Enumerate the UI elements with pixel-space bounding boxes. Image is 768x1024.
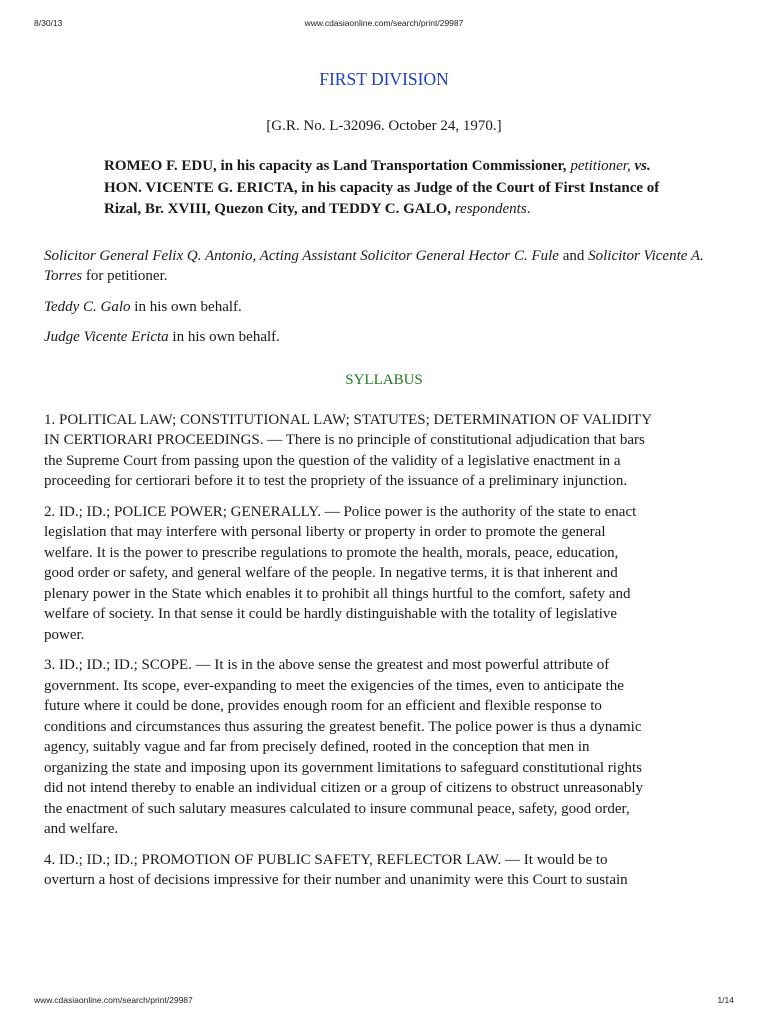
petitioner-role: petitioner, xyxy=(570,158,631,174)
case-number: [G.R. No. L-32096. October 24, 1970.] xyxy=(266,118,502,134)
counsel-name: Solicitor General Felix Q. Antonio, Acting Assistant Solicitor General Hector C. Fule xyxy=(44,247,559,264)
respondent-name: HON. VICENTE G. ERICTA, in his capacity as Judge of the Court of First Instance of Rizal, Br. XVIII, Quezon City, and TEDDY C. GALO, xyxy=(104,179,660,218)
counsel-name: Judge Vicente Ericta xyxy=(44,329,169,346)
versus: vs. xyxy=(634,158,651,174)
syllabus-item-3: 3. ID.; ID.; ID.; SCOPE. — It is in the above sense the greatest and most powerful attribute of government. Its scope, ever-expanding to meet the exigencies of the times, even to anticipate the future where it could be done, provides enough room for an efficient and flexible response to conditions and circumstances thus assuring the greatest benefit. The police power is thus a dynamic agency, suitably vague and far from precisely defined, rooted in the conception that men in organizing the state and imposing upon its government limitations to safeguard constitutional rights did not intend thereby to enable an individual citizen or a group of citizens to obstruct unreasonably the enactment of such salutary measures calculated to insure communal peace, safety, good order, and welfare. xyxy=(44,657,643,838)
counsel-name-2: Solicitor Vicente A. Torres xyxy=(44,247,704,285)
syllabus-item-1: 1. POLITICAL LAW; CONSTITUTIONAL LAW; STATUTES; DETERMINATION OF VALIDITY IN CERTIORARI PROCEEDINGS. — There is no principle of constitutional adjudication that bars the Supreme Court from passing upon the question of the validity of a legislative enactment in a proceeding for certiorari before it to test the propriety of the issuance of a preliminary injunction. xyxy=(44,411,653,490)
counsel-petitioner xyxy=(44,246,724,287)
petitioner-name: ROMEO F. EDU, in his capacity as Land Transportation Commissioner, xyxy=(104,158,567,174)
print-header-url: www.cdasiaonline.com/search/print/29987 xyxy=(304,18,464,28)
parties-end: . xyxy=(526,201,531,218)
syllabus-heading: SYLLABUS xyxy=(345,371,423,388)
document-body xyxy=(44,66,724,891)
page-number: 1/14 xyxy=(717,995,734,1005)
counsel-name: Teddy C. Galo xyxy=(44,298,131,315)
respondent-role: respondents xyxy=(454,201,527,218)
counsel-suffix: in his own behalf. xyxy=(130,298,242,315)
print-date: 8/30/13 xyxy=(34,18,63,28)
counsel-joiner: and xyxy=(558,247,589,264)
syllabus-item-4: 4. ID.; ID.; ID.; PROMOTION OF PUBLIC SAFETY, REFLECTOR LAW. — It would be to overturn a host of decisions impressive for their number and unanimity were this Court to sustain xyxy=(44,851,628,889)
counsel-suffix: in his own behalf. xyxy=(168,329,280,346)
counsel-respondent-galo xyxy=(44,297,724,318)
print-footer-url: www.cdasiaonline.com/search/print/29987 xyxy=(34,995,193,1005)
division-heading: FIRST DIVISION xyxy=(319,69,449,89)
counsel-respondent-ericta xyxy=(44,327,724,348)
counsel-suffix: for petitioner. xyxy=(82,268,168,285)
syllabus-item-2: 2. ID.; ID.; POLICE POWER; GENERALLY. — Police power is the authority of the state to enact legislation that may interfere with personal liberty or property in order to promote the general welfare. It is the power to prescribe regulations to promote the health, morals, peace, education, good order or safety, and general welfare of the people. In negative terms, it is that inherent and plenary power in the State which enables it to prohibit all things hurtful to the comfort, safety and welfare of society. In that sense it could be hardly distinguishable with the totality of legislative power. xyxy=(44,503,637,643)
case-parties xyxy=(104,156,664,221)
